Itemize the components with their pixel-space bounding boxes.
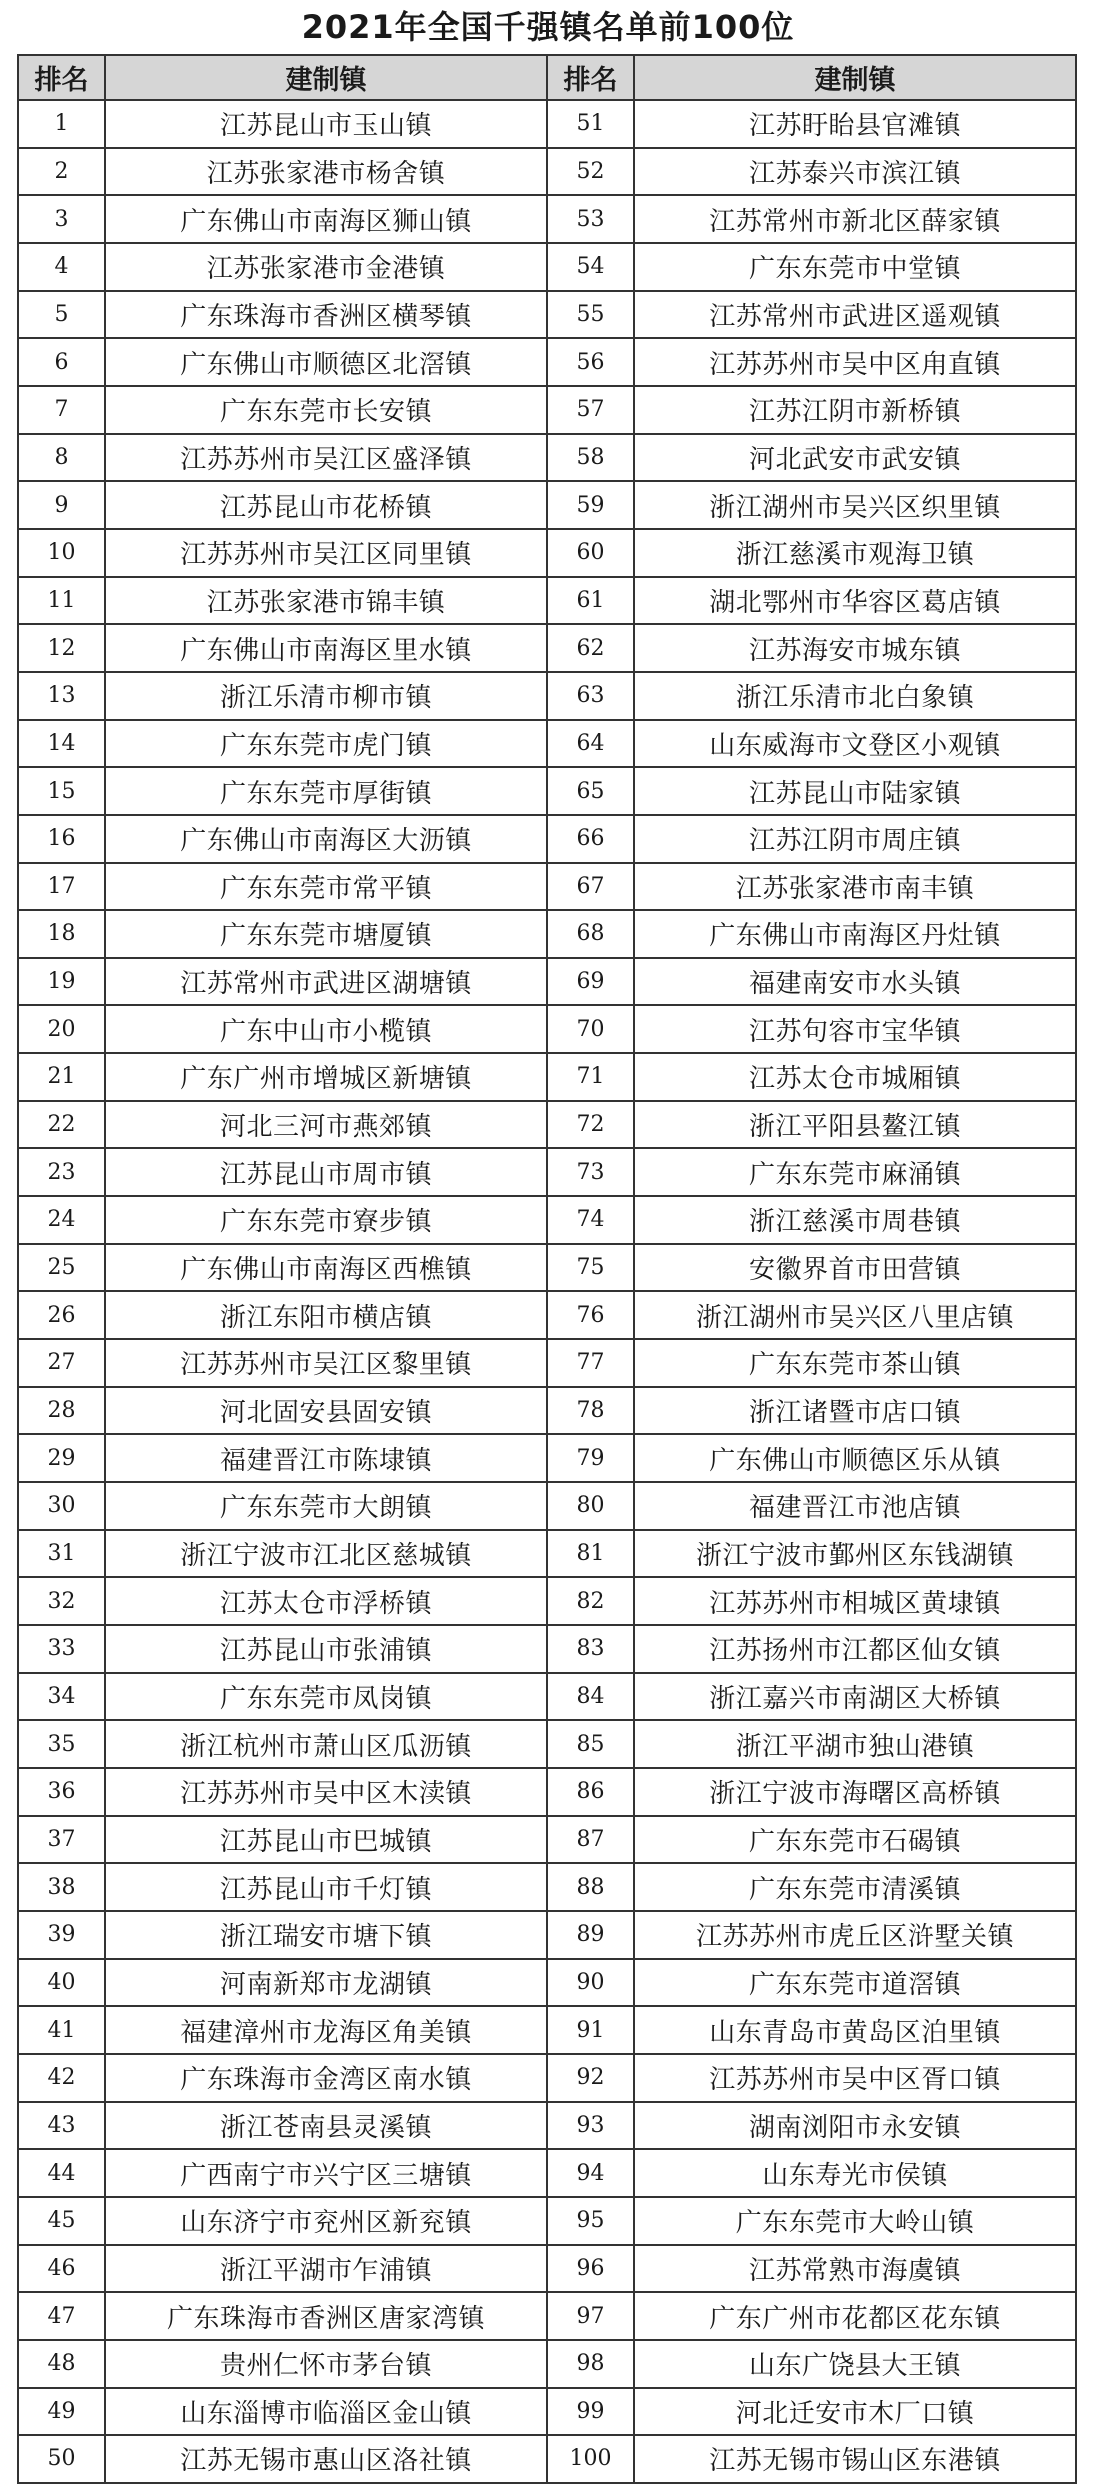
rank-cell-right: 60 — [547, 529, 634, 577]
table-row — [18, 1625, 1076, 1673]
rank-cell-left: 33 — [18, 1625, 105, 1673]
town-cell-right: 广东东莞市大岭山镇 — [634, 2197, 1076, 2245]
town-cell-right: 湖北鄂州市华容区葛店镇 — [634, 577, 1076, 625]
town-cell-left: 浙江乐清市柳市镇 — [105, 672, 547, 720]
town-cell-right: 江苏海安市城东镇 — [634, 624, 1076, 672]
rank-cell-left: 9 — [18, 481, 105, 529]
town-cell-left: 福建漳州市龙海区角美镇 — [105, 2006, 547, 2054]
table-row — [18, 2149, 1076, 2197]
document-title: 2021年全国千强镇名单前100位 — [301, 8, 795, 46]
town-cell-right: 江苏苏州市吴中区甪直镇 — [634, 338, 1076, 386]
table-row — [18, 815, 1076, 863]
town-cell-right: 浙江诸暨市店口镇 — [634, 1387, 1076, 1435]
table-row — [18, 1530, 1076, 1578]
town-cell-left: 浙江杭州市萧山区瓜沥镇 — [105, 1720, 547, 1768]
rank-cell-right: 71 — [547, 1053, 634, 1101]
town-cell-right: 江苏太仓市城厢镇 — [634, 1053, 1076, 1101]
rank-cell-left: 1 — [18, 100, 105, 148]
town-cell-left: 广东佛山市南海区里水镇 — [105, 624, 547, 672]
rank-cell-right: 80 — [547, 1482, 634, 1530]
table-row — [18, 672, 1076, 720]
town-cell-right: 浙江慈溪市周巷镇 — [634, 1196, 1076, 1244]
town-cell-left: 广东东莞市厚街镇 — [105, 767, 547, 815]
rank-cell-left: 22 — [18, 1101, 105, 1149]
rank-cell-right: 86 — [547, 1768, 634, 1816]
town-cell-left: 贵州仁怀市茅台镇 — [105, 2340, 547, 2388]
town-cell-left: 广东东莞市长安镇 — [105, 386, 547, 434]
rank-cell-left: 35 — [18, 1720, 105, 1768]
town-cell-right: 广东佛山市南海区丹灶镇 — [634, 910, 1076, 958]
town-cell-left: 广东佛山市顺德区北滘镇 — [105, 338, 547, 386]
town-cell-left: 广东广州市增城区新塘镇 — [105, 1053, 547, 1101]
town-cell-right: 江苏句容市宝华镇 — [634, 1005, 1076, 1053]
rank-cell-left: 4 — [18, 243, 105, 291]
table-row — [18, 2292, 1076, 2340]
town-cell-left: 河北固安县固安镇 — [105, 1387, 547, 1435]
rank-cell-right: 57 — [547, 386, 634, 434]
rank-cell-left: 13 — [18, 672, 105, 720]
table-row — [18, 148, 1076, 196]
rank-cell-left: 41 — [18, 2006, 105, 2054]
table-row — [18, 958, 1076, 1006]
table-row — [18, 2340, 1076, 2388]
rank-cell-right: 96 — [547, 2245, 634, 2293]
town-cell-right: 浙江嘉兴市南湖区大桥镇 — [634, 1673, 1076, 1721]
town-cell-left: 山东济宁市兖州区新兖镇 — [105, 2197, 547, 2245]
town-cell-right: 广东东莞市茶山镇 — [634, 1339, 1076, 1387]
rank-cell-left: 38 — [18, 1863, 105, 1911]
rank-cell-right: 91 — [547, 2006, 634, 2054]
town-cell-left: 福建晋江市陈埭镇 — [105, 1434, 547, 1482]
table-row — [18, 1434, 1076, 1482]
rank-cell-right: 90 — [547, 1959, 634, 2007]
rank-cell-left: 27 — [18, 1339, 105, 1387]
table-row — [18, 577, 1076, 625]
town-cell-left: 江苏苏州市吴江区同里镇 — [105, 529, 547, 577]
rank-cell-right: 53 — [547, 195, 634, 243]
rank-cell-right: 95 — [547, 2197, 634, 2245]
table-row — [18, 481, 1076, 529]
rank-cell-left: 17 — [18, 863, 105, 911]
table-row — [18, 863, 1076, 911]
town-cell-right: 江苏张家港市南丰镇 — [634, 863, 1076, 911]
table-body — [18, 100, 1076, 2483]
rank-cell-right: 94 — [547, 2149, 634, 2197]
table-row — [18, 1387, 1076, 1435]
table-row — [18, 2006, 1076, 2054]
rank-cell-left: 32 — [18, 1577, 105, 1625]
rank-cell-left: 28 — [18, 1387, 105, 1435]
town-cell-left: 浙江宁波市江北区慈城镇 — [105, 1530, 547, 1578]
rank-cell-right: 55 — [547, 291, 634, 339]
town-cell-left: 广西南宁市兴宁区三塘镇 — [105, 2149, 547, 2197]
table-row — [18, 1959, 1076, 2007]
rank-cell-right: 88 — [547, 1863, 634, 1911]
town-cell-left: 江苏太仓市浮桥镇 — [105, 1577, 547, 1625]
rank-cell-left: 37 — [18, 1816, 105, 1864]
town-cell-left: 浙江瑞安市塘下镇 — [105, 1911, 547, 1959]
town-cell-left: 广东珠海市香洲区唐家湾镇 — [105, 2292, 547, 2340]
table-row — [18, 910, 1076, 958]
table-row — [18, 1005, 1076, 1053]
rank-cell-right: 81 — [547, 1530, 634, 1578]
table-row — [18, 1911, 1076, 1959]
town-cell-right: 江苏苏州市吴中区胥口镇 — [634, 2054, 1076, 2102]
rank-cell-right: 59 — [547, 481, 634, 529]
table-row — [18, 1339, 1076, 1387]
town-cell-right: 广东佛山市顺德区乐从镇 — [634, 1434, 1076, 1482]
town-cell-right: 山东广饶县大王镇 — [634, 2340, 1076, 2388]
rank-cell-left: 40 — [18, 1959, 105, 2007]
town-cell-right: 江苏江阴市新桥镇 — [634, 386, 1076, 434]
table-row — [18, 338, 1076, 386]
table-row — [18, 195, 1076, 243]
town-cell-left: 江苏昆山市巴城镇 — [105, 1816, 547, 1864]
town-cell-left: 江苏苏州市吴中区木渎镇 — [105, 1768, 547, 1816]
rank-cell-left: 25 — [18, 1244, 105, 1292]
rank-cell-left: 16 — [18, 815, 105, 863]
table-row — [18, 100, 1076, 148]
table-row — [18, 2102, 1076, 2150]
rank-cell-right: 84 — [547, 1673, 634, 1721]
rank-cell-right: 54 — [547, 243, 634, 291]
rank-cell-right: 51 — [547, 100, 634, 148]
table-row — [18, 1816, 1076, 1864]
town-cell-right: 广东广州市花都区花东镇 — [634, 2292, 1076, 2340]
town-cell-right: 浙江平湖市独山港镇 — [634, 1720, 1076, 1768]
table-row — [18, 767, 1076, 815]
town-cell-left: 江苏张家港市锦丰镇 — [105, 577, 547, 625]
rank-cell-right: 87 — [547, 1816, 634, 1864]
town-cell-right: 浙江慈溪市观海卫镇 — [634, 529, 1076, 577]
table-row — [18, 2054, 1076, 2102]
rank-cell-left: 7 — [18, 386, 105, 434]
town-cell-left: 江苏昆山市张浦镇 — [105, 1625, 547, 1673]
town-cell-left: 广东东莞市塘厦镇 — [105, 910, 547, 958]
rank-cell-left: 45 — [18, 2197, 105, 2245]
town-cell-left: 广东佛山市南海区西樵镇 — [105, 1244, 547, 1292]
table-row — [18, 434, 1076, 482]
town-cell-right: 山东青岛市黄岛区泊里镇 — [634, 2006, 1076, 2054]
town-cell-left: 广东佛山市南海区狮山镇 — [105, 195, 547, 243]
town-cell-left: 江苏昆山市玉山镇 — [105, 100, 547, 148]
town-cell-left: 浙江平湖市乍浦镇 — [105, 2245, 547, 2293]
table-row — [18, 2435, 1076, 2483]
town-cell-right: 福建晋江市池店镇 — [634, 1482, 1076, 1530]
table-row — [18, 1720, 1076, 1768]
town-cell-right: 浙江宁波市鄞州区东钱湖镇 — [634, 1530, 1076, 1578]
rank-cell-right: 82 — [547, 1577, 634, 1625]
town-cell-right: 广东东莞市清溪镇 — [634, 1863, 1076, 1911]
rank-cell-right: 64 — [547, 720, 634, 768]
table-row — [18, 2245, 1076, 2293]
town-cell-right: 江苏苏州市相城区黄埭镇 — [634, 1577, 1076, 1625]
town-cell-left: 广东中山市小榄镇 — [105, 1005, 547, 1053]
town-cell-right: 江苏常州市武进区遥观镇 — [634, 291, 1076, 339]
ranking-table — [17, 54, 1077, 2484]
rank-cell-left: 14 — [18, 720, 105, 768]
town-cell-right: 广东东莞市石碣镇 — [634, 1816, 1076, 1864]
town-cell-right: 广东东莞市麻涌镇 — [634, 1148, 1076, 1196]
rank-cell-left: 49 — [18, 2388, 105, 2436]
town-cell-left: 广东佛山市南海区大沥镇 — [105, 815, 547, 863]
rank-cell-left: 23 — [18, 1148, 105, 1196]
rank-cell-left: 46 — [18, 2245, 105, 2293]
table-row — [18, 1291, 1076, 1339]
town-cell-left: 江苏苏州市吴江区盛泽镇 — [105, 434, 547, 482]
table-header-row — [18, 55, 1076, 100]
rank-cell-right: 97 — [547, 2292, 634, 2340]
town-cell-left: 江苏苏州市吴江区黎里镇 — [105, 1339, 547, 1387]
town-cell-left: 广东珠海市香洲区横琴镇 — [105, 291, 547, 339]
town-cell-right: 浙江平阳县鳌江镇 — [634, 1101, 1076, 1149]
town-cell-left: 广东东莞市常平镇 — [105, 863, 547, 911]
table-row — [18, 1244, 1076, 1292]
table-row — [18, 1673, 1076, 1721]
town-cell-right: 福建南安市水头镇 — [634, 958, 1076, 1006]
town-cell-left: 广东珠海市金湾区南水镇 — [105, 2054, 547, 2102]
town-cell-left: 江苏昆山市花桥镇 — [105, 481, 547, 529]
rank-cell-right: 65 — [547, 767, 634, 815]
town-header-right: 建制镇 — [634, 55, 1076, 100]
rank-cell-right: 69 — [547, 958, 634, 1006]
town-cell-left: 广东东莞市虎门镇 — [105, 720, 547, 768]
town-cell-right: 江苏常州市新北区薛家镇 — [634, 195, 1076, 243]
rank-cell-right: 77 — [547, 1339, 634, 1387]
rank-cell-right: 92 — [547, 2054, 634, 2102]
rank-cell-right: 67 — [547, 863, 634, 911]
table-row — [18, 1196, 1076, 1244]
rank-cell-left: 26 — [18, 1291, 105, 1339]
town-cell-left: 江苏常州市武进区湖塘镇 — [105, 958, 547, 1006]
town-cell-left: 江苏昆山市周市镇 — [105, 1148, 547, 1196]
town-cell-left: 浙江苍南县灵溪镇 — [105, 2102, 547, 2150]
table-row — [18, 1482, 1076, 1530]
town-cell-right: 江苏昆山市陆家镇 — [634, 767, 1076, 815]
rank-cell-right: 100 — [547, 2435, 634, 2483]
rank-cell-left: 24 — [18, 1196, 105, 1244]
table-row — [18, 1148, 1076, 1196]
rank-cell-right: 89 — [547, 1911, 634, 1959]
table-row — [18, 1101, 1076, 1149]
rank-cell-left: 8 — [18, 434, 105, 482]
town-cell-right: 江苏江阴市周庄镇 — [634, 815, 1076, 863]
town-cell-left: 广东东莞市凤岗镇 — [105, 1673, 547, 1721]
rank-cell-left: 11 — [18, 577, 105, 625]
town-cell-right: 浙江宁波市海曙区高桥镇 — [634, 1768, 1076, 1816]
rank-header-left: 排名 — [18, 55, 105, 100]
rank-cell-right: 70 — [547, 1005, 634, 1053]
table-row — [18, 720, 1076, 768]
rank-cell-right: 66 — [547, 815, 634, 863]
rank-cell-right: 98 — [547, 2340, 634, 2388]
town-cell-right: 浙江湖州市吴兴区八里店镇 — [634, 1291, 1076, 1339]
town-cell-left: 河南新郑市龙湖镇 — [105, 1959, 547, 2007]
rank-cell-right: 62 — [547, 624, 634, 672]
town-cell-right: 山东寿光市侯镇 — [634, 2149, 1076, 2197]
rank-cell-left: 39 — [18, 1911, 105, 1959]
table-row — [18, 1053, 1076, 1101]
rank-cell-right: 83 — [547, 1625, 634, 1673]
rank-cell-left: 19 — [18, 958, 105, 1006]
table-row — [18, 386, 1076, 434]
town-header-left: 建制镇 — [105, 55, 547, 100]
town-cell-right: 江苏无锡市锡山区东港镇 — [634, 2435, 1076, 2483]
rank-cell-left: 36 — [18, 1768, 105, 1816]
rank-cell-left: 18 — [18, 910, 105, 958]
rank-cell-left: 31 — [18, 1530, 105, 1578]
table-row — [18, 1768, 1076, 1816]
rank-cell-left: 47 — [18, 2292, 105, 2340]
rank-cell-left: 30 — [18, 1482, 105, 1530]
rank-cell-left: 43 — [18, 2102, 105, 2150]
town-cell-right: 江苏泰兴市滨江镇 — [634, 148, 1076, 196]
rank-cell-right: 52 — [547, 148, 634, 196]
town-cell-left: 河北三河市燕郊镇 — [105, 1101, 547, 1149]
town-cell-left: 浙江东阳市横店镇 — [105, 1291, 547, 1339]
town-cell-left: 江苏张家港市杨舍镇 — [105, 148, 547, 196]
rank-cell-left: 12 — [18, 624, 105, 672]
town-cell-right: 广东东莞市中堂镇 — [634, 243, 1076, 291]
table-row — [18, 1863, 1076, 1911]
rank-cell-right: 79 — [547, 1434, 634, 1482]
rank-cell-right: 61 — [547, 577, 634, 625]
rank-cell-left: 2 — [18, 148, 105, 196]
rank-cell-right: 72 — [547, 1101, 634, 1149]
rank-cell-right: 56 — [547, 338, 634, 386]
rank-cell-left: 20 — [18, 1005, 105, 1053]
table-row — [18, 529, 1076, 577]
rank-cell-right: 63 — [547, 672, 634, 720]
rank-cell-left: 34 — [18, 1673, 105, 1721]
town-cell-right: 安徽界首市田营镇 — [634, 1244, 1076, 1292]
town-cell-left: 江苏昆山市千灯镇 — [105, 1863, 547, 1911]
rank-cell-left: 10 — [18, 529, 105, 577]
town-cell-right: 山东威海市文登区小观镇 — [634, 720, 1076, 768]
rank-cell-right: 85 — [547, 1720, 634, 1768]
rank-cell-left: 42 — [18, 2054, 105, 2102]
town-cell-right: 江苏扬州市江都区仙女镇 — [634, 1625, 1076, 1673]
table-row — [18, 291, 1076, 339]
rank-cell-right: 58 — [547, 434, 634, 482]
rank-cell-right: 76 — [547, 1291, 634, 1339]
rank-cell-right: 75 — [547, 1244, 634, 1292]
rank-cell-left: 50 — [18, 2435, 105, 2483]
town-cell-right: 河北武安市武安镇 — [634, 434, 1076, 482]
rank-cell-left: 3 — [18, 195, 105, 243]
rank-cell-left: 6 — [18, 338, 105, 386]
rank-cell-right: 99 — [547, 2388, 634, 2436]
table-row — [18, 624, 1076, 672]
rank-cell-right: 68 — [547, 910, 634, 958]
rank-cell-left: 15 — [18, 767, 105, 815]
rank-cell-right: 93 — [547, 2102, 634, 2150]
town-cell-left: 广东东莞市大朗镇 — [105, 1482, 547, 1530]
rank-header-right: 排名 — [547, 55, 634, 100]
rank-cell-left: 44 — [18, 2149, 105, 2197]
town-cell-right: 江苏常熟市海虞镇 — [634, 2245, 1076, 2293]
rank-cell-right: 78 — [547, 1387, 634, 1435]
table-row — [18, 2197, 1076, 2245]
rank-cell-left: 48 — [18, 2340, 105, 2388]
town-cell-right: 江苏苏州市虎丘区浒墅关镇 — [634, 1911, 1076, 1959]
table-row — [18, 1577, 1076, 1625]
rank-cell-right: 73 — [547, 1148, 634, 1196]
town-cell-left: 江苏无锡市惠山区洛社镇 — [105, 2435, 547, 2483]
town-cell-right: 河北迁安市木厂口镇 — [634, 2388, 1076, 2436]
town-cell-left: 江苏张家港市金港镇 — [105, 243, 547, 291]
town-cell-right: 江苏盱眙县官滩镇 — [634, 100, 1076, 148]
town-cell-left: 山东淄博市临淄区金山镇 — [105, 2388, 547, 2436]
rank-cell-left: 5 — [18, 291, 105, 339]
table-row — [18, 2388, 1076, 2436]
rank-cell-right: 74 — [547, 1196, 634, 1244]
table-row — [18, 243, 1076, 291]
town-cell-left: 广东东莞市寮步镇 — [105, 1196, 547, 1244]
town-cell-right: 广东东莞市道滘镇 — [634, 1959, 1076, 2007]
rank-cell-left: 29 — [18, 1434, 105, 1482]
town-cell-right: 浙江湖州市吴兴区织里镇 — [634, 481, 1076, 529]
rank-cell-left: 21 — [18, 1053, 105, 1101]
town-cell-right: 湖南浏阳市永安镇 — [634, 2102, 1076, 2150]
town-cell-right: 浙江乐清市北白象镇 — [634, 672, 1076, 720]
